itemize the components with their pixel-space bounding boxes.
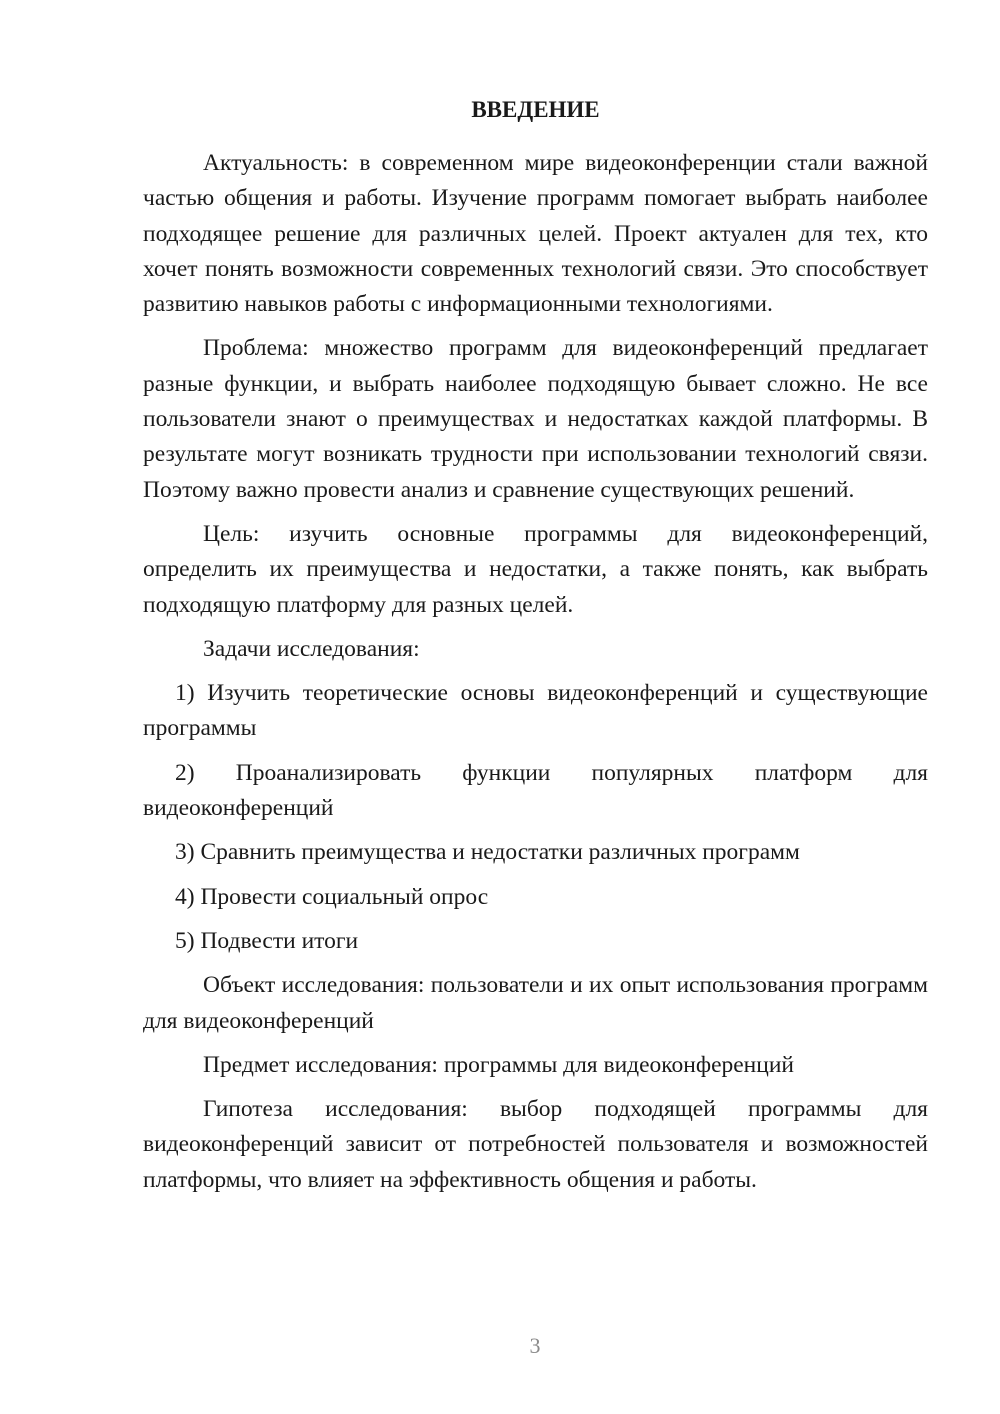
task-item-2: 2) Проанализировать функции популярных платформ для видеоконференций xyxy=(143,759,928,822)
page-title: ВВЕДЕНИЕ xyxy=(471,97,600,122)
page-number: 3 xyxy=(529,1333,541,1358)
tasks-heading: Задачи исследования: xyxy=(203,635,420,662)
task-item-3: 3) Сравнить преимущества и недостатки различных программ xyxy=(175,839,800,866)
hypothesis-paragraph: Гипотеза исследования: выбор подходящей программы для видеоконференций зависит от потребностей пользователя и возможностей платформы, что влияет на эффективность общения и работы. xyxy=(143,1096,928,1193)
object-paragraph: Объект исследования: пользователи и их опыт использования программ для видеоконференций xyxy=(143,972,928,1034)
task-item-5: 5) Подвести итоги xyxy=(175,927,359,954)
problem-paragraph: Проблема: множество программ для видеоконференций предлагает разные функции, и выбрать наиболее подходящую бывает сложно. Не все пользователи знают о преимуществах и недостатках каждой платформы. В результате могут возникать трудности при использовании технологий связи. Поэтому важно провести анализ и сравнение существующих решений. xyxy=(143,335,928,503)
document-page xyxy=(143,90,928,1207)
task-item-1: 1) Изучить теоретические основы видеоконференций и существующие программы xyxy=(143,680,928,742)
relevance-paragraph: Актуальность: в современном мире видеоконференции стали важной частью общения и работы. Изучение программ помогает выбрать наиболее подходящее решение для различных целей. Проект актуален для тех, кто хочет понять возможности современных технологий связи. Это способствует развитию навыков работы с информационными технологиями. xyxy=(143,150,928,318)
subject-paragraph: Предмет исследования: программы для видеоконференций xyxy=(203,1051,794,1078)
task-item-4: 4) Провести социальный опрос xyxy=(175,883,489,910)
goal-paragraph: Цель: изучить основные программы для видеоконференций, определить их преимущества и недостатки, а также понять, как выбрать подходящую платформу для разных целей. xyxy=(143,520,928,618)
